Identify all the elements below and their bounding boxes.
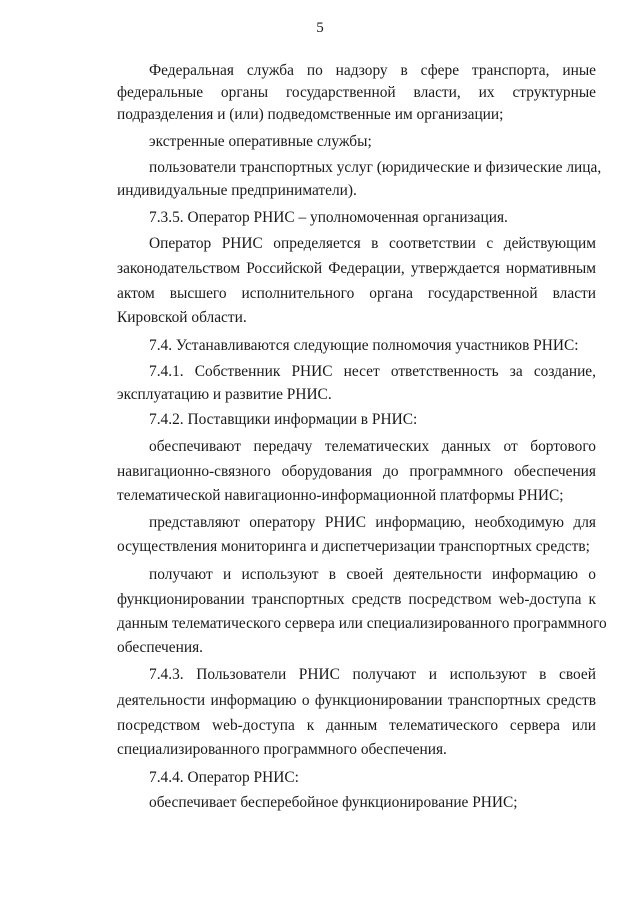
text-line: Кировской области.	[117, 309, 247, 326]
text-line: законодательством Российской Федерации, утверждается нормативным	[117, 260, 596, 277]
text-line: обеспечивает бесперебойное функционирование РНИС;	[149, 794, 518, 811]
text-line: 7.3.5. Оператор РНИС – уполномоченная организация.	[149, 209, 508, 226]
text-line: обеспечения.	[117, 639, 204, 656]
text-line: осуществления мониторинга и диспетчеризации транспортных средств;	[117, 538, 590, 555]
text-line: федеральные органы государственной власти, их структурные	[117, 84, 596, 101]
text-line: функционировании транспортных средств посредством web-доступа к	[117, 591, 596, 608]
text-line: подразделения и (или) подведомственные им организации;	[117, 106, 504, 123]
text-line: экстренные оперативные службы;	[149, 133, 372, 150]
text-line: навигационно-связного оборудования до программного обеспечения	[117, 463, 596, 480]
text-line: индивидуальные предприниматели).	[117, 182, 357, 199]
text-line: деятельности информацию о функционировании транспортных средств	[117, 692, 596, 709]
text-line: Федеральная служба по надзору в сфере транспорта, иные	[149, 62, 596, 79]
text-line: телематической навигационно-информационной платформы РНИС;	[117, 487, 564, 504]
text-line: обеспечивают передачу телематических данных от бортового	[149, 438, 596, 455]
text-line: данным телематического сервера или специализированного программного	[117, 615, 607, 632]
text-line: посредством web-доступа к данным телематического сервера или	[117, 717, 596, 734]
text-line: 7.4.2. Поставщики информации в РНИС:	[149, 411, 418, 428]
text-line: актом высшего исполнительного органа государственной власти	[117, 285, 596, 302]
page-number: 5	[316, 20, 324, 36]
text-line: 7.4.4. Оператор РНИС:	[149, 769, 299, 786]
text-line: получают и используют в своей деятельности информацию о	[149, 566, 596, 583]
text-line: Оператор РНИС определяется в соответствии с действующим	[149, 235, 596, 252]
text-line: 7.4.3. Пользователи РНИС получают и используют в своей	[149, 666, 596, 683]
text-line: представляют оператору РНИС информацию, необходимую для	[149, 514, 596, 531]
text-line: пользователи транспортных услуг (юридические и физические лица,	[149, 159, 602, 176]
text-line: 7.4.1. Собственник РНИС несет ответственность за создание,	[149, 363, 596, 380]
text-line: эксплуатацию и развитие РНИС.	[117, 386, 332, 403]
text-line: специализированного программного обеспечения.	[117, 741, 447, 758]
text-line: 7.4. Устанавливаются следующие полномочия участников РНИС:	[149, 337, 579, 354]
